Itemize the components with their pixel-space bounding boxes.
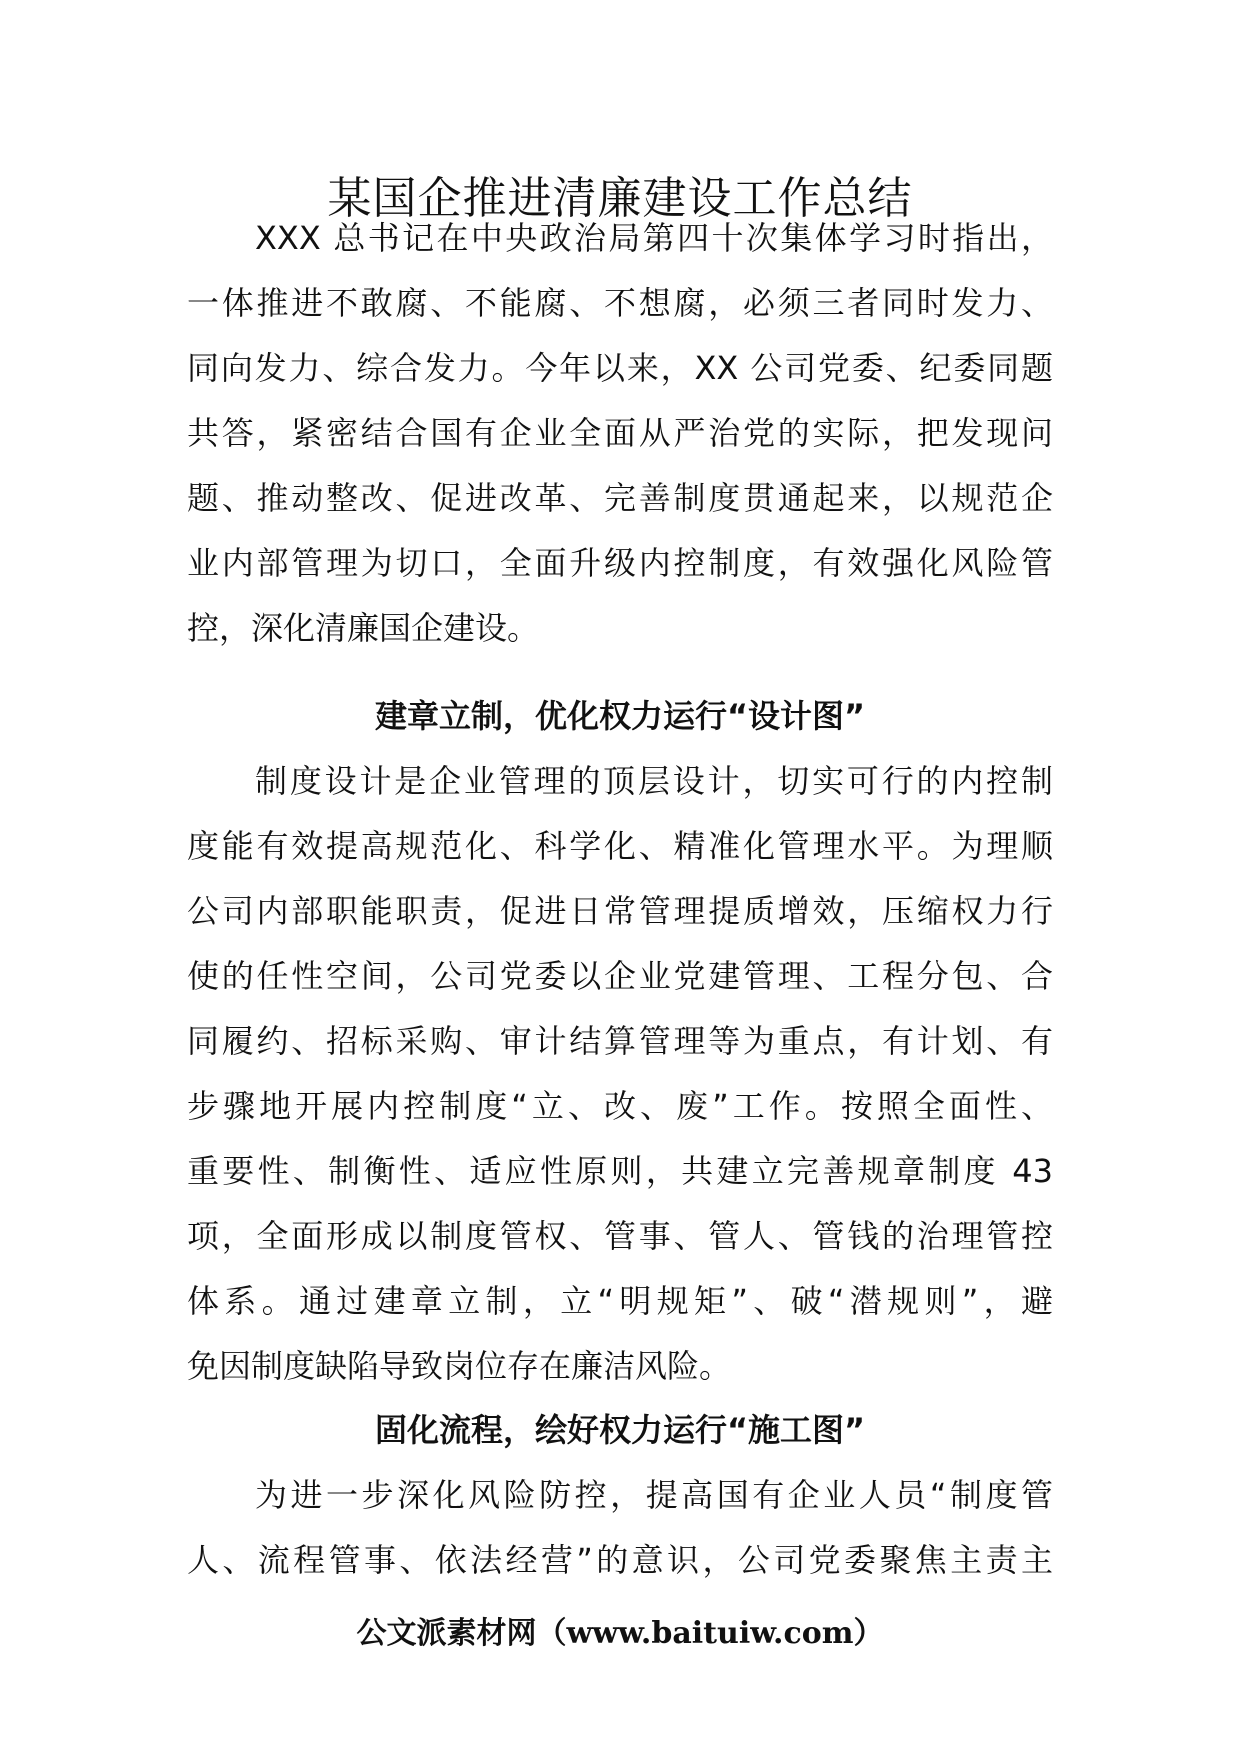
paragraph-line: 一体推进不敢腐、不能腐、不想腐，必须三者同时发力、 [187, 284, 1053, 322]
paragraph-section-2 [187, 1463, 1053, 1593]
paragraph-line: 业内部管理为切口，全面升级内控制度，有效强化风险管 [187, 544, 1053, 582]
paragraph-section-1 [187, 749, 1053, 1399]
paragraph-line: 免因制度缺陷导致岗位存在廉洁风险。 [187, 1347, 732, 1385]
footer-watermark: 公文派素材网（www.baituiw.com） [356, 1616, 884, 1651]
paragraph-line: 同履约、招标采购、审计结算管理等为重点，有计划、有 [187, 1022, 1053, 1060]
section-heading-1: 建章立制，优化权力运行“设计图” [374, 697, 866, 735]
paragraph-line: XXX 总书记在中央政治局第四十次集体学习时指出， [255, 219, 1053, 257]
paragraph-line: 度能有效提高规范化、科学化、精准化管理水平。为理顺 [187, 827, 1053, 865]
section-heading-2: 固化流程，绘好权力运行“施工图” [374, 1411, 866, 1449]
paragraph-line: 体系。通过建章立制，立“明规矩”、破“潜规则”，避 [187, 1282, 1053, 1320]
paragraph-line: 为进一步深化风险防控，提高国有企业人员“制度管 [255, 1476, 1053, 1514]
paragraph-line: 题、推动整改、促进改革、完善制度贯通起来，以规范企 [187, 479, 1053, 517]
paragraph-line: 制度设计是企业管理的顶层设计，切实可行的内控制 [255, 762, 1053, 800]
paragraph-line: 使的任性空间，公司党委以企业党建管理、工程分包、合 [187, 957, 1053, 995]
paragraph-line: 公司内部职能职责，促进日常管理提质增效，压缩权力行 [187, 892, 1053, 930]
paragraph-line: 控，深化清廉国企建设。 [187, 609, 540, 647]
paragraph-line: 重要性、制衡性、适应性原则，共建立完善规章制度 43 [187, 1152, 1053, 1190]
paragraph-line: 人、流程管事、依法经营”的意识，公司党委聚焦主责主 [187, 1541, 1053, 1579]
paragraph-line: 共答，紧密结合国有企业全面从严治党的实际，把发现问 [187, 414, 1053, 452]
paragraph-line: 步骤地开展内控制度“立、改、废”工作。按照全面性、 [187, 1087, 1053, 1125]
paragraph-line: 同向发力、综合发力。今年以来，XX 公司党委、纪委同题 [187, 349, 1053, 387]
paragraph-intro [187, 206, 1053, 661]
paragraph-line: 项，全面形成以制度管权、管事、管人、管钱的治理管控 [187, 1217, 1053, 1255]
document-title: 某国企推进清廉建设工作总结 [327, 173, 913, 224]
